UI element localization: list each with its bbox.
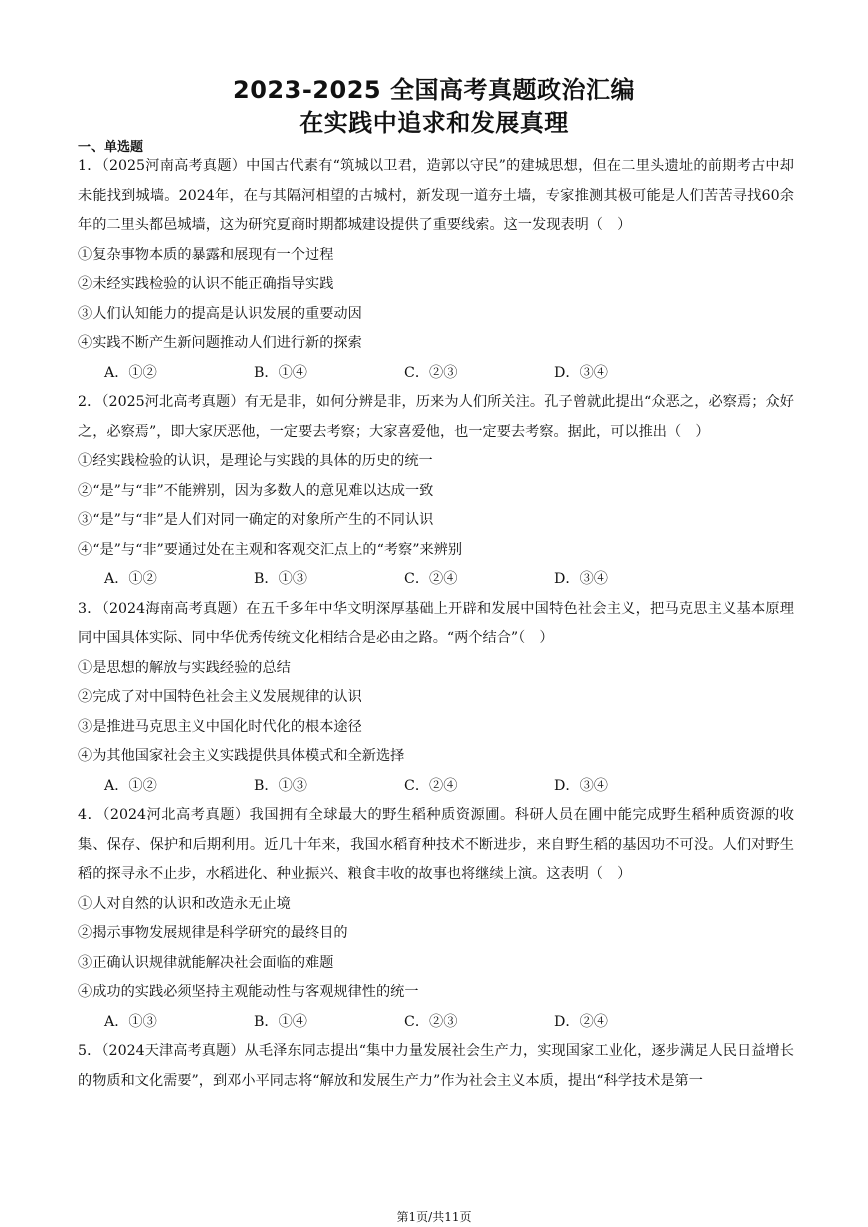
statement-option: ③正确认识规律就能解决社会面临的难题	[78, 954, 334, 971]
choice-d[interactable]: D．③④	[554, 777, 608, 794]
statement-option: ②揭示事物发展规律是科学研究的最终目的	[78, 925, 348, 941]
question-stem	[78, 801, 794, 890]
question-number: 5．	[78, 1043, 102, 1059]
question-text: 我国拥有全球最大的野生稻种质资源圃。科研人员在圃中能完成野生稻种质资源的收集、保存、保护和后期利用。近几十年来，我国水稻育种技术不断进步，来自野生稻的基因功不可没。人们对野生稻的探寻永不止步，水稻进化、种业振兴、粮食丰收的故事也将继续上演。这表明（ ）	[78, 807, 794, 882]
statement-option: ④为其他国家社会主义实践提供具体模式和全新选择	[78, 748, 405, 764]
choice-d[interactable]: D．②④	[554, 1013, 608, 1030]
answer-choices	[78, 359, 794, 389]
question-text: 从毛泽东同志提出“集中力量发展社会生产力，实现国家工业化，逐步满足人民日益增长的物质和文化需要”，到邓小平同志将“解放和发展生产力”作为社会主义本质，提出“科学技术是第一	[78, 1043, 794, 1089]
statement-option: ②未经实践检验的认识不能正确指导实践	[78, 276, 334, 292]
question-number: 4．	[78, 807, 103, 823]
question-source: （2024天津高考真题）	[101, 1043, 245, 1059]
choice-c[interactable]: C．②③	[404, 1013, 458, 1030]
answer-choices	[78, 565, 794, 595]
question-5	[78, 1037, 794, 1096]
question-4	[78, 801, 794, 1037]
question-stem	[78, 152, 794, 241]
answer-choices	[78, 772, 794, 802]
choice-b[interactable]: B．①④	[254, 364, 307, 381]
answer-choices	[78, 1008, 794, 1038]
statement-option: ③人们认知能力的提高是认识发展的重要动因	[78, 305, 362, 322]
statement-option: ③“是”与“非”是人们对同一确定的对象所产生的不同认识	[78, 512, 434, 528]
question-number: 3．	[78, 600, 102, 617]
statement-option: ④成功的实践必须坚持主观能动性与客观规律性的统一	[78, 984, 419, 1000]
question-3	[78, 595, 794, 802]
statement-option: ①人对自然的认识和改造永无止境	[78, 895, 291, 912]
statement-option: ①经实践检验的认识，是理论与实践的具体的历史的统一	[78, 453, 433, 469]
question-1	[78, 152, 794, 388]
question-source: （2025河南高考真题）	[101, 158, 247, 174]
question-stem	[78, 388, 794, 447]
choice-c[interactable]: C．②③	[404, 364, 458, 381]
question-text: 中国古代素有“筑城以卫君，造郭以守民”的建城思想，但在二里头遗址的前期考古中却未能找到城墙。2024年，在与其隔河相望的古城村，新发现一道夯土墙，专家推测其极可能是人们苦苦寻找60余年的二里头都邑城墙，这为研究夏商时期都城建设提供了重要线索。这一发现表明（ ）	[78, 158, 794, 233]
question-stem	[78, 1037, 794, 1096]
question-source: （2024海南高考真题）	[101, 600, 247, 617]
question-stem	[78, 595, 794, 654]
question-number: 2．	[78, 394, 102, 410]
question-source: （2024河北高考真题）	[102, 807, 250, 823]
question-text: 有无是非，如何分辨是非，历来为人们所关注。孔子曾就此提出“众恶之，必察焉；众好之，必察焉”，即大家厌恶他，一定要去考察；大家喜爱他，也一定要去考察。据此，可以推出（ ）	[78, 394, 794, 440]
section-heading: 一、单选题	[78, 140, 144, 155]
choice-c[interactable]: C．②④	[404, 571, 458, 587]
statement-option: ④实践不断产生新问题推动人们进行新的探索	[78, 335, 362, 351]
question-source: （2025河北高考真题）	[101, 394, 245, 410]
statement-option: ④“是”与“非”要通过处在主观和客观交汇点上的“考察”来辨别	[78, 541, 463, 558]
document-title: 2023-2025 全国高考真题政治汇编	[233, 76, 635, 104]
choice-d[interactable]: D．③④	[554, 364, 608, 381]
page-number: 第1页/共11页	[396, 1210, 472, 1224]
statement-option: ①复杂事物本质的暴露和展现有一个过程	[78, 246, 334, 263]
choice-a[interactable]: A．①③	[104, 1013, 157, 1030]
question-list	[78, 152, 794, 1096]
statement-option: ②“是”与“非”不能辨别，因为多数人的意见难以达成一致	[78, 482, 434, 499]
statement-option: ①是思想的解放与实践经验的总结	[78, 659, 291, 676]
choice-d[interactable]: D．③④	[554, 571, 608, 587]
question-number: 1．	[78, 158, 102, 174]
choice-b[interactable]: B．①④	[254, 1013, 307, 1030]
choice-a[interactable]: A．①②	[104, 777, 157, 794]
document-subtitle: 在实践中追求和发展真理	[299, 109, 569, 137]
choice-b[interactable]: B．①③	[254, 571, 307, 587]
question-2	[78, 388, 794, 595]
statement-option: ②完成了对中国特色社会主义发展规律的认识	[78, 689, 362, 705]
choice-b[interactable]: B．①③	[254, 777, 307, 794]
statement-option: ③是推进马克思主义中国化时代化的根本途径	[78, 718, 362, 735]
question-text: 在五千多年中华文明深厚基础上开辟和发展中国特色社会主义，把马克思主义基本原理同中国具体实际、同中华优秀传统文化相结合是必由之路。“两个结合”（ ）	[78, 600, 794, 646]
choice-c[interactable]: C．②④	[404, 777, 458, 794]
choice-a[interactable]: A．①②	[104, 364, 157, 381]
choice-a[interactable]: A．①②	[104, 571, 157, 587]
